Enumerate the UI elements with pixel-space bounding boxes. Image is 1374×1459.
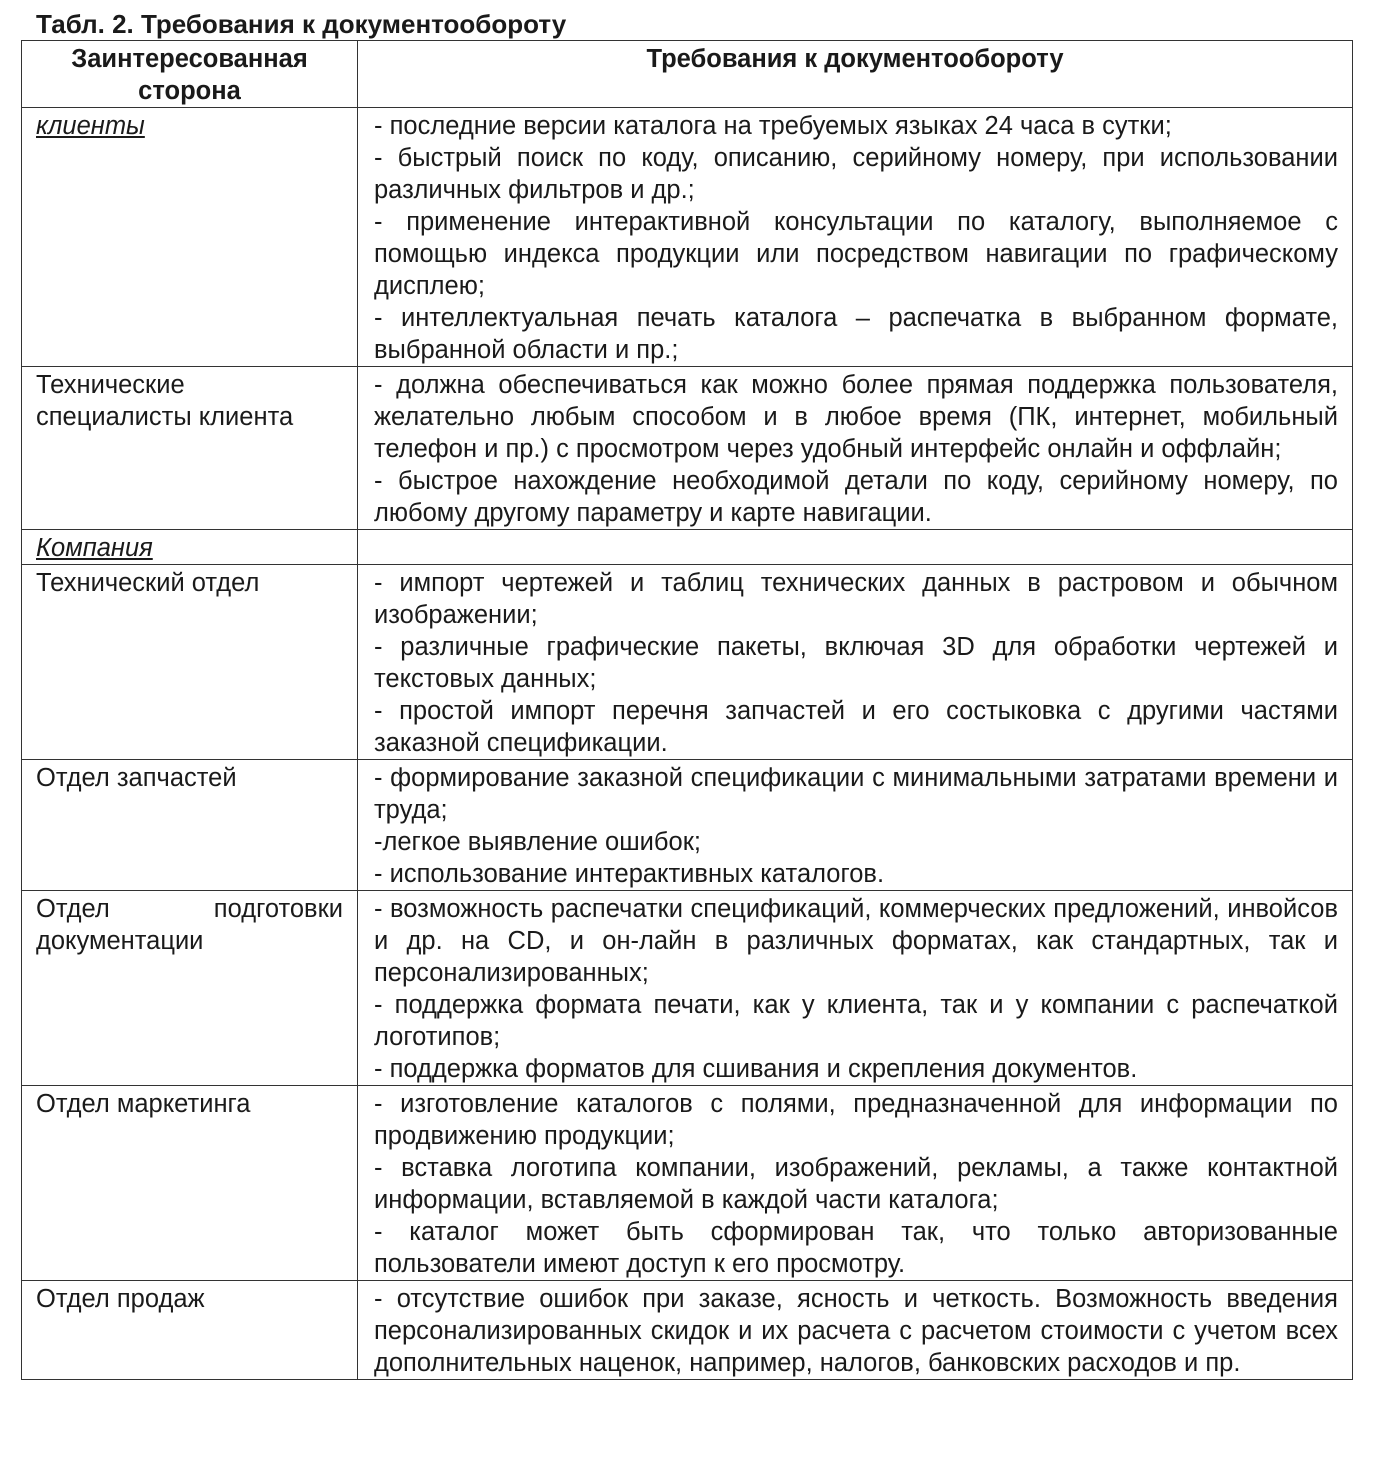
- requirements-cell: [358, 565, 1353, 760]
- table-row: [22, 1281, 1353, 1380]
- table-caption: Табл. 2. Требования к документообороту: [36, 9, 567, 39]
- header-requirements: Требования к документообороту: [358, 41, 1353, 108]
- stakeholder-cell: [22, 891, 358, 1086]
- requirement-item: - использование интерактивных каталогов.: [374, 860, 885, 888]
- stakeholder-label: Технический отдел: [36, 569, 260, 597]
- requirement-item: - отсутствие ошибок при заказе, ясность и четкость. Возможность введения персонализированных скидок и их расчета с расчетом стоимости с учетом всех дополнительных наценок, например, налогов, банковских расходов и пр.: [374, 1285, 1338, 1377]
- requirements-cell: [358, 1281, 1353, 1380]
- requirement-item: - должна обеспечиваться как можно более прямая поддержка пользователя, желательно любым способом и в любое время (ПК, интернет, мобильный телефон и пр.) с просмотром через удобный интерфейс онлайн и оффлайн;: [374, 371, 1338, 463]
- stakeholder-cell: [22, 760, 358, 891]
- table-row: [22, 108, 1353, 367]
- stakeholder-cell: [22, 565, 358, 760]
- stakeholder-label: Отдел продаж: [36, 1285, 205, 1313]
- header-stakeholder: Заинтересованная сторона: [22, 41, 358, 108]
- table-row: [22, 530, 1353, 565]
- requirement-item: - быстрое нахождение необходимой детали по коду, серийному номеру, по любому другому параметру и карте навигации.: [374, 467, 1338, 527]
- stakeholder-cell: [22, 530, 358, 565]
- requirement-item: - интеллектуальная печать каталога – распечатка в выбранном формате, выбранной области и пр.;: [374, 304, 1338, 364]
- stakeholder-cell: [22, 367, 358, 530]
- requirement-item: - каталог может быть сформирован так, что только авторизованные пользователи имеют доступ к его просмотру.: [374, 1218, 1338, 1278]
- table-body: [22, 108, 1353, 1380]
- requirement-item: - поддержка форматов для сшивания и скрепления документов.: [374, 1055, 1138, 1083]
- requirement-item: - последние версии каталога на требуемых языках 24 часа в сутки;: [374, 112, 1172, 140]
- requirement-item: - возможность распечатки спецификаций, коммерческих предложений, инвойсов и др. на CD, и он-лайн в различных форматах, как стандартных, так и персонализированных;: [374, 895, 1338, 987]
- stakeholder-group-label: Компания: [36, 534, 153, 562]
- requirement-item: - вставка логотипа компании, изображений, рекламы, а также контактной информации, вставляемой в каждой части каталога;: [374, 1154, 1338, 1214]
- stakeholder-group-label: клиенты: [36, 112, 145, 140]
- stakeholder-cell: [22, 108, 358, 367]
- table-row: [22, 891, 1353, 1086]
- requirement-item: -легкое выявление ошибок;: [374, 828, 701, 856]
- table-row: [22, 565, 1353, 760]
- requirements-table: [21, 40, 1353, 1380]
- requirement-item: - импорт чертежей и таблиц технических данных в растровом и обычном изображении;: [374, 569, 1338, 629]
- table-row: [22, 367, 1353, 530]
- stakeholder-label: Отдел подготовки документации: [36, 895, 343, 955]
- requirements-cell: [358, 891, 1353, 1086]
- requirements-cell: [358, 367, 1353, 530]
- requirement-item: - быстрый поиск по коду, описанию, серийному номеру, при использовании различных фильтров и др.;: [374, 144, 1338, 204]
- requirement-item: - поддержка формата печати, как у клиента, так и у компании с распечаткой логотипов;: [374, 991, 1338, 1051]
- requirements-cell: [358, 530, 1353, 565]
- stakeholder-cell: [22, 1281, 358, 1380]
- stakeholder-label: Технические специалисты клиента: [36, 371, 294, 431]
- stakeholder-cell: [22, 1086, 358, 1281]
- requirement-item: - изготовление каталогов с полями, предназначенной для информации по продвижению продукции;: [374, 1090, 1338, 1150]
- table-row: [22, 760, 1353, 891]
- requirements-cell: [358, 108, 1353, 367]
- table-row: [22, 1086, 1353, 1281]
- requirements-cell: [358, 760, 1353, 891]
- requirement-item: - различные графические пакеты, включая 3D для обработки чертежей и текстовых данных;: [374, 633, 1338, 693]
- requirement-item: - простой импорт перечня запчастей и его состыковка с другими частями заказной спецификации.: [374, 697, 1338, 757]
- stakeholder-label: Отдел запчастей: [36, 764, 237, 792]
- requirement-item: - применение интерактивной консультации по каталогу, выполняемое с помощью индекса продукции или посредством навигации по графическому дисплею;: [374, 208, 1338, 300]
- table-header-row: [22, 41, 1353, 108]
- requirement-item: - формирование заказной спецификации с минимальными затратами времени и труда;: [374, 764, 1338, 824]
- requirements-cell: [358, 1086, 1353, 1281]
- stakeholder-label: Отдел маркетинга: [36, 1090, 251, 1118]
